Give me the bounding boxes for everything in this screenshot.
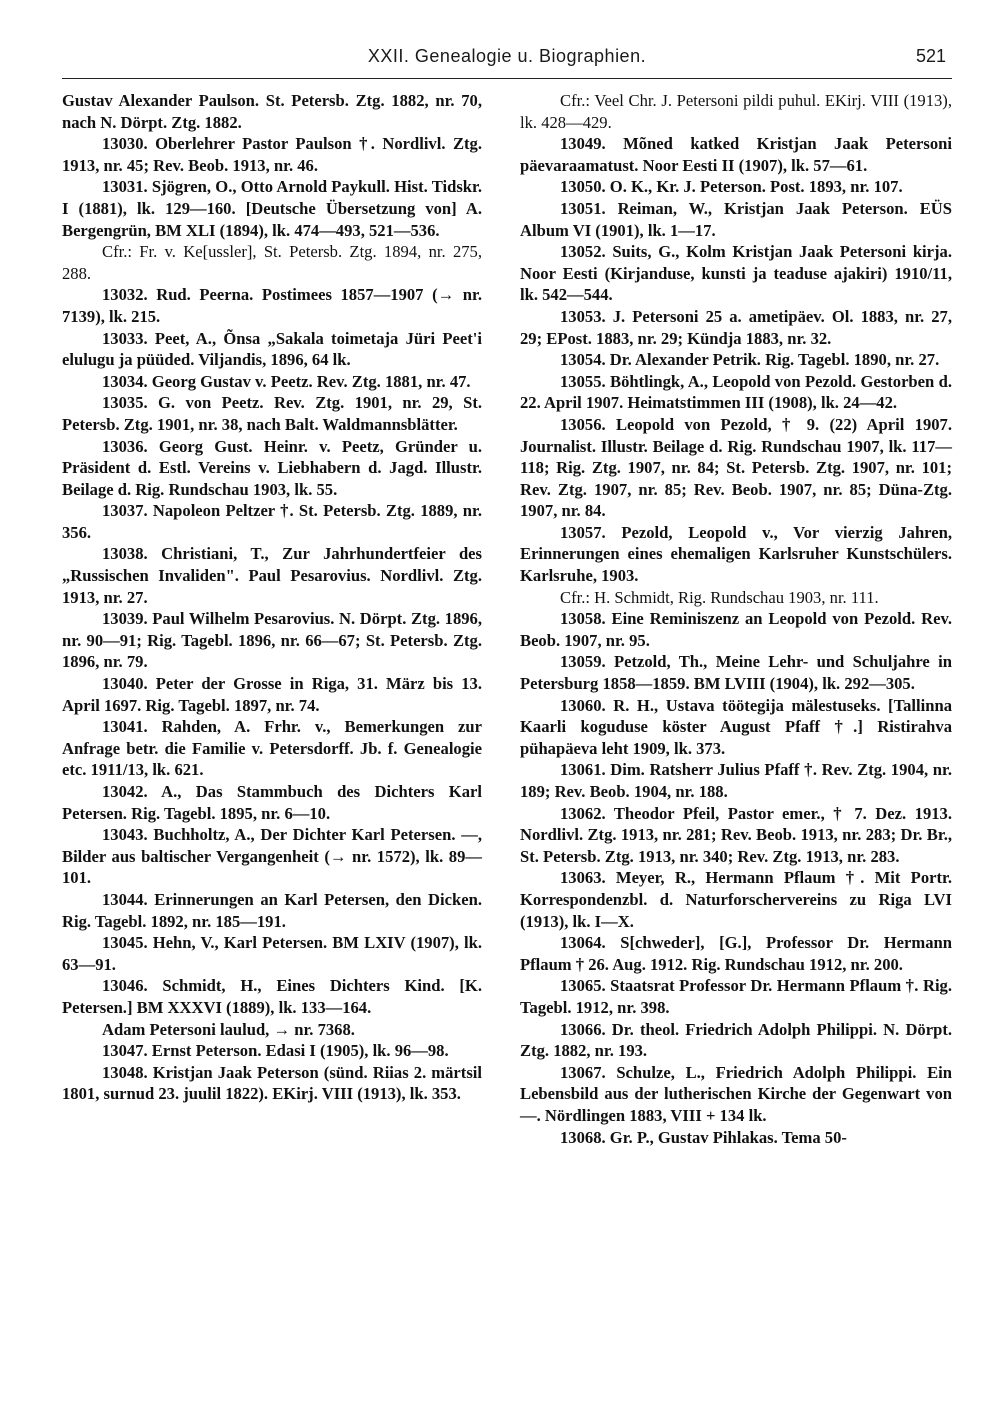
bibliography-entry: 13035. G. von Peetz. Rev. Ztg. 1901, nr. 29, St. Petersb. Ztg. 1901, nr. 38, nach Balt. Waldmannsblätter. [62, 393, 482, 434]
cross-reference: Cfr.: Veel Chr. J. Petersoni pildi puhul. EKirj. VIII (1913), lk. 428—429. [520, 91, 952, 132]
bibliography-entry: 13065. Staatsrat Professor Dr. Hermann Pflaum †. Rig. Tagebl. 1912, nr. 398. [520, 976, 952, 1017]
bibliography-entry: 13059. Petzold, Th., Meine Lehr- und Schuljahre in Petersburg 1858—1859. BM LVIII (1904), lk. 292—305. [520, 652, 952, 694]
bibliography-entry: 13062. Theodor Pfeil, Pastor emer., † 7. Dez. 1913. Nordlivl. Ztg. 1913, nr. 281; Rev. Beob. 1913, nr. 283; Dr. Br., St. Petersb. Ztg. 1913, nr. 340; Rev. Ztg. 1913, nr. 283. [520, 803, 952, 866]
bibliography-entry: 13066. Dr. theol. Friedrich Adolph Philippi. N. Dörpt. Ztg. 1882, nr. 193. [520, 1019, 952, 1061]
cross-reference: Cfr.: H. Schmidt, Rig. Rundschau 1903, nr. 111. [560, 587, 879, 607]
bibliography-entry: 13068. Gr. P., Gustav Pihlakas. Tema 50- [560, 1127, 847, 1147]
bibliography-entry: 13030. Oberlehrer Pastor Paulson †. Nordlivl. Ztg. 1913, nr. 45; Rev. Beob. 1913, nr. 46. [62, 134, 482, 175]
bibliography-entry: 13049. Mõned katked Kristjan Jaak Petersoni päevaraamatust. Noor Eesti II (1907), lk. 57—61. [520, 134, 952, 175]
bibliography-entry: 13055. Böhtlingk, A., Leopold von Pezold. Gestorben d. 22. April 1907. Heimatstimmen III (1908), lk. 24—42. [520, 371, 952, 413]
right-column [520, 90, 952, 1148]
bibliography-entry: 13053. J. Petersoni 25 a. ametipäev. Ol. 1883, nr. 27, 29; EPost. 1883, nr. 29; Kündja 1883, nr. 32. [520, 306, 952, 348]
bibliography-entry: 13061. Dim. Ratsherr Julius Pfaff †. Rev. Ztg. 1904, nr. 189; Rev. Beob. 1904, nr. 188. [520, 760, 952, 801]
cross-reference: Cfr.: Fr. v. Ke[ussler], St. Petersb. Ztg. 1894, nr. 275, 288. [62, 242, 482, 283]
bibliography-entry: 13063. Meyer, R., Hermann Pflaum †. Mit Portr. Korrespondenzbl. d. Naturforschervereins zu Riga LVI (1913), lk. I—X. [520, 868, 952, 931]
bibliography-entry: Gustav Alexander Paulson. St. Petersb. Ztg. 1882, nr. 70, nach N. Dörpt. Ztg. 1882. [62, 91, 482, 132]
bibliography-entry: 13038. Christiani, T., Zur Jahrhundertfeier des „Russischen Invaliden". Paul Pesarovius. Nordlivl. Ztg. 1913, nr. 27. [62, 544, 482, 607]
bibliography-entry: 13042. A., Das Stammbuch des Dichters Karl Petersen. Rig. Tagebl. 1895, nr. 6—10. [62, 782, 482, 823]
bibliography-entry: 13039. Paul Wilhelm Pesarovius. N. Dörpt. Ztg. 1896, nr. 90—91; Rig. Tagebl. 1896, nr. 66—67; St. Petersb. Ztg. 1896, nr. 79. [62, 609, 482, 672]
page-number: 521 [915, 46, 946, 66]
bibliography-entry: 13041. Rahden, A. Frhr. v., Bemerkungen zur Anfrage betr. die Familie v. Petersdorff. Jb. f. Genealogie etc. 1911/13, lk. 621. [62, 717, 482, 780]
bibliography-entry: 13064. S[chweder], [G.], Professor Dr. Hermann Pflaum † 26. Aug. 1912. Rig. Rundschau 1912, nr. 200. [520, 933, 952, 974]
bibliography-entry: 13052. Suits, G., Kolm Kristjan Jaak Petersoni kirja. Noor Eesti (Kirjanduse, kunsti ja teaduse ajakiri) 1910/11, lk. 542—544. [520, 242, 952, 305]
bibliography-entry: 13032. Rud. Peerna. Postimees 1857—1907 (→ nr. 7139), lk. 215. [62, 285, 482, 326]
bibliography-entry: 13057. Pezold, Leopold v., Vor vierzig Jahren, Erinnerungen eines ehemaligen Karlsruher Kunstschülers. Karlsruhe, 1903. [520, 522, 952, 586]
bibliography-entry: 13058. Eine Reminiszenz an Leopold von Pezold. Rev. Beob. 1907, nr. 95. [520, 609, 952, 650]
bibliography-entry: 13054. Dr. Alexander Petrik. Rig. Tagebl. 1890, nr. 27. [560, 350, 940, 370]
bibliography-entry: 13050. O. K., Kr. J. Peterson. Post. 1893, nr. 107. [560, 177, 903, 197]
bibliography-entry: 13031. Sjögren, O., Otto Arnold Paykull. Hist. Tidskr. I (1881), lk. 129—160. [Deutsche Übersetzung von] A. Bergengrün, BM XLI (1894), lk. 474—493, 521—536. [62, 177, 482, 240]
bibliography-entry: 13048. Kristjan Jaak Peterson (sünd. Riias 2. märtsil 1801, surnud 23. juulil 1822). EKirj. VIII (1913), lk. 353. [62, 1062, 482, 1104]
bibliography-entry: Adam Petersoni laulud, → nr. 7368. [102, 1019, 355, 1039]
bibliography-entry: 13044. Erinnerungen an Karl Petersen, den Dicken. Rig. Tagebl. 1892, nr. 185—191. [62, 889, 482, 931]
bibliography-entry: 13046. Schmidt, H., Eines Dichters Kind. [K. Petersen.] BM XXXVI (1889), lk. 133—164. [62, 976, 482, 1017]
running-title: XXII. Genealogie u. Biographien. [367, 46, 647, 66]
bibliography-entry: 13060. R. H., Ustava töötegija mälestuseks. [Tallinna Kaarli koguduse köster August Pfaff †.] Ristirahva pühapäeva leht 1909, lk. 373. [520, 695, 952, 758]
bibliography-entry: 13045. Hehn, V., Karl Petersen. BM LXIV (1907), lk. 63—91. [62, 933, 482, 974]
left-column [62, 90, 482, 1105]
bibliography-entry: 13047. Ernst Peterson. Edasi I (1905), lk. 96—98. [102, 1041, 449, 1061]
running-header [62, 42, 952, 79]
bibliography-entry: 13034. Georg Gustav v. Peetz. Rev. Ztg. 1881, nr. 47. [102, 371, 471, 391]
bibliography-entry: 13056. Leopold von Pezold, † 9. (22) April 1907. Journalist. Illustr. Beilage d. Rig. Rundschau 1907, lk. 117—118; Rig. Ztg. 1907, nr. 84; St. Petersb. Ztg. 1907, nr. 101; Rev. Ztg. 1907, nr. 85; Rev. Beob. 1907, nr. 85; Düna-Ztg. 1907, nr. 84. [520, 414, 952, 521]
bibliography-entry: 13043. Buchholtz, A., Der Dichter Karl Petersen. —, Bilder aus baltischer Vergangenheit (→ nr. 1572), lk. 89—101. [62, 825, 482, 888]
bibliography-entry: 13036. Georg Gust. Heinr. v. Peetz, Gründer u. Präsident d. Estl. Vereins v. Liebhabern d. Jagd. Illustr. Beilage d. Rig. Rundschau 1903, lk. 55. [62, 436, 482, 499]
bibliography-entry: 13037. Napoleon Peltzer †. St. Petersb. Ztg. 1889, nr. 356. [62, 501, 482, 542]
bibliography-entry: 13040. Peter der Grosse in Riga, 31. März bis 13. April 1697. Rig. Tagebl. 1897, nr. 74. [62, 674, 482, 715]
bibliography-entry: 13067. Schulze, L., Friedrich Adolph Philippi. Ein Lebensbild aus der lutherischen Kirche der Gegenwart von —. Nördlingen 1883, VIII + 134 lk. [520, 1062, 952, 1125]
bibliography-entry: 13051. Reiman, W., Kristjan Jaak Peterson. EÜS Album VI (1901), lk. 1—17. [520, 198, 952, 240]
bibliography-entry: 13033. Peet, A., Õnsa „Sakala toimetaja Jüri Peet'i elulugu ja püüded. Viljandis, 1896, 64 lk. [62, 328, 482, 370]
